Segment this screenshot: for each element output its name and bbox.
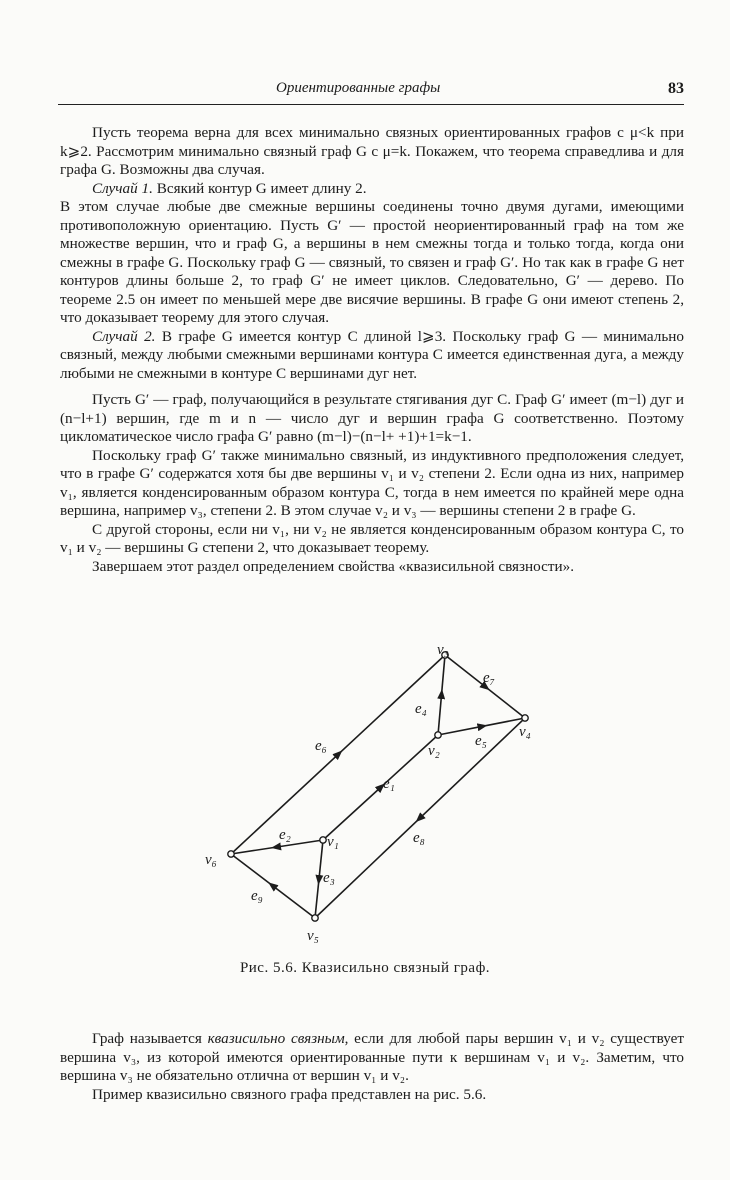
edge-label-e2: e₂ <box>279 827 291 843</box>
vertex-v6 <box>228 851 234 857</box>
text-block-bottom <box>60 1030 684 1104</box>
vertex-label-v1: v₁ <box>327 834 339 850</box>
edge-arrow-e1 <box>379 787 381 789</box>
vertex-v1 <box>320 837 326 843</box>
case2-label: Случай 2. <box>92 327 156 345</box>
edge-label-e7: e₇ <box>483 670 495 686</box>
running-title: Ориентированные графы <box>276 80 441 96</box>
paragraph-induction: Пусть теорема верна для всех минимально связных ориентированных графов с μ<k при k⩾2. Рассмотрим минимально связный граф G с μ=k. Покажем, что теорема справедлива и для графа G. Возможны два случая. <box>60 124 684 178</box>
graph-figure <box>195 630 555 950</box>
edge-label-e4: e₄ <box>415 701 427 717</box>
paragraph-section-end: Завершаем этот раздел определением свойства «квазисильной связности». <box>92 557 575 575</box>
definition-post: , если для любой пары вершин v₁ и v₂ существует вершина v₃, из которой имеются ориентированные пути к вершинам v₁ и v₂. Заметим, что вершина v₃ не обязательно отлична от вершин v₁ и v₂. <box>60 1030 685 1084</box>
vertex-label-v4: v₄ <box>519 724 531 740</box>
figure-caption: Рис. 5.6. Квазисильно связный граф. <box>239 960 491 976</box>
case1-label: Случай 1. <box>92 179 153 197</box>
vertex-label-v5: v₅ <box>307 928 319 944</box>
edge-label-e6: e₆ <box>315 738 327 754</box>
edge-label-e9: e₉ <box>251 888 263 904</box>
closing-paragraph: Пример квазисильно связного графа представлен на рис. 5.6. <box>92 1085 487 1103</box>
definition-pre: Граф называется <box>92 1030 208 1047</box>
definition-term: квазисильно связным <box>207 1030 345 1047</box>
header-rule <box>58 104 684 105</box>
edge-arrow-e8 <box>419 817 421 819</box>
page-header <box>58 80 684 102</box>
edge-label-e8: e₈ <box>413 830 425 846</box>
case2-paragraph <box>60 328 684 384</box>
edge-arrow-e5 <box>480 726 483 727</box>
case1-title: Всякий контур G имеет длину 2. <box>156 179 367 197</box>
vertex-label-v2: v₂ <box>428 743 440 759</box>
edge-label-e5: e₅ <box>475 733 487 749</box>
edge-arrow-e6 <box>337 754 339 756</box>
vertex-label-v6: v₆ <box>205 852 217 868</box>
vertex-label-v3: v₃ <box>437 642 449 658</box>
vertex-v4 <box>522 715 528 721</box>
paragraph-contraction: Пусть G′ — граф, получающийся в результате стягивания дуг C. Граф G′ имеет (m−l) дуг и (n−l+1) вершин, где m и n — число дуг и вершин графа G соответственно. Поэтому цикломатическое число графа G′ равно (m−l)−(n−l+ +1)+1=k−1. <box>60 391 684 445</box>
page-number: 83 <box>668 80 684 97</box>
text-block-top <box>60 124 684 576</box>
case2-body: В графе G имеется контур C длиной l⩾3. Поскольку граф G — минимально связный, между любыми смежными вершинами контура C имеется единственная дуга, а между любыми не смежными в контуре C вершинами дуг нет. <box>60 327 685 382</box>
edge-label-e3: e₃ <box>323 870 335 886</box>
vertex-v2 <box>435 732 441 738</box>
edge-label-e1: e₁ <box>383 776 395 792</box>
edge-arrow-e9 <box>272 885 274 887</box>
paragraph-induction-step: Поскольку граф G′ также минимально связный, из индуктивного предположения следует, что в графе G′ содержатся хотя бы две вершины v₁ и v₂ степени 2. Если одна из них, например v₁, является конденсированным образом контура C, тогда в нем имеется по крайней мере одна вершина, например v₃, степени 2. В этом случае v₂ и v₃ — вершины степени 2 в графе G. <box>60 446 684 519</box>
case1-heading <box>60 180 684 199</box>
paragraph-other-side: С другой стороны, если ни v₁, ни v₂ не является конденсированным образом контура C, то v₁ и v₂ — вершины G степени 2, что доказывает теорему. <box>60 520 684 556</box>
definition-paragraph <box>60 1030 684 1086</box>
vertex-v5 <box>312 915 318 921</box>
case1-body: В этом случае любые две смежные вершины соединены точно двумя дугами, имеющими противоположную ориентацию. Пусть G′ — простой неориентированный граф на том же множестве вершин, что и граф G, а вершины в нем смежны тогда и только тогда, когда они смежны в графе G. Поскольку граф G — связный, то связен и граф G′. Но так как в графе G нет контуров длины больше 2, то граф G′ не имеет циклов. Следовательно, G′ — дерево. По теореме 2.5 он имеет по меньшей мере две висячие вершины. В графе G они имеют степень 2, что доказывает теорему для этого случая. <box>60 198 684 326</box>
